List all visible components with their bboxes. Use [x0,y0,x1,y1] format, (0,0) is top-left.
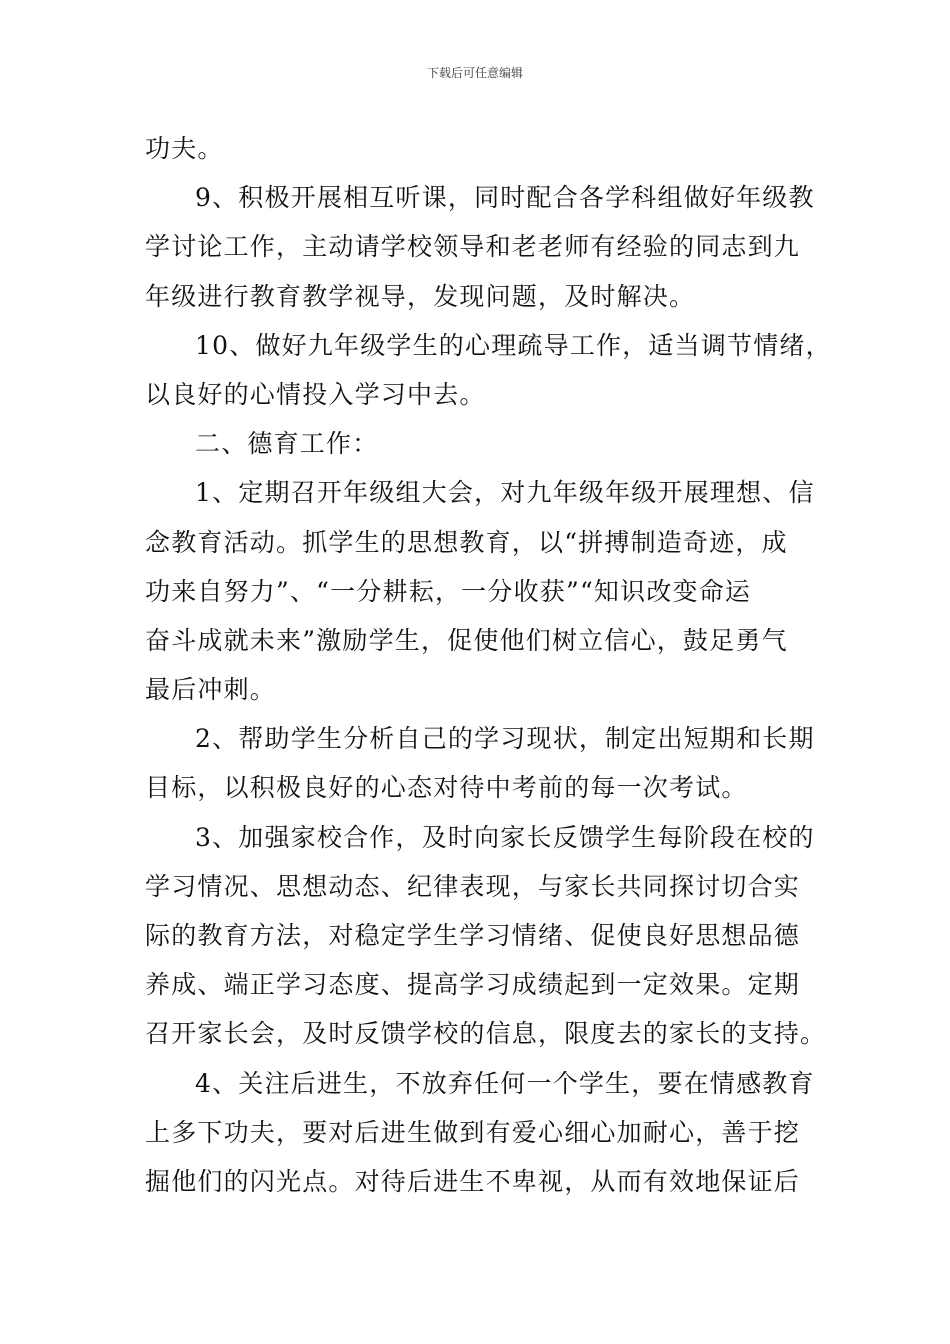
text-line: 念教育活动。抓学生的思想教育，以“拼搏制造奇迹，成 [145,527,788,557]
text-line: 1、定期召开年级组大会，对九年级年级开展理想、信 [195,478,815,508]
text-line: 3、加强家校合作，及时向家长反馈学生每阶段在校的 [195,822,815,852]
text-line: 功夫。 [145,134,224,163]
document-body [145,124,832,1206]
text-line: 2、帮助学生分析自己的学习现状，制定出短期和长期 [195,724,815,754]
text-line: 二、德育工作： [195,429,379,459]
text-line: 际的教育方法，对稳定学生学习情绪、促使良好思想品德 [145,921,801,950]
text-line: 学讨论工作，主动请学校领导和老老师有经验的同志到九 [145,232,801,262]
page-header-note: 下载后可任意编辑 [426,66,523,80]
text-line: 年级进行教育教学视导，发现问题，及时解决。 [145,281,696,311]
text-line: 学习情况、思想动态、纪律表现，与家长共同探讨切合实 [145,871,801,901]
text-line: 召开家长会，及时反馈学校的信息，限度去的家长的支持。 [145,1019,827,1049]
text-line: 上多下功夫，要对后进生做到有爱心细心加耐心，善于挖 [145,1117,801,1147]
text-line: 以良好的心情投入学习中去。 [145,379,486,409]
text-line: 9、积极开展相互听课，同时配合各学科组做好年级教 [195,183,815,213]
text-line: 最后冲刺。 [145,675,277,705]
text-line: 功来自努力”、“一分耕耘，一分收获”“知识改变命运 [145,576,752,606]
text-line: 掘他们的闪光点。对待后进生不卑视，从而有效地保证后 [145,1166,801,1196]
text-line: 奋斗成就未来”激励学生，促使他们树立信心，鼓足勇气 [145,625,788,655]
text-line: 目标，以积极良好的心态对待中考前的每一次考试。 [145,773,748,803]
text-line: 养成、端正学习态度、提高学习成绩起到一定效果。定期 [145,970,801,1000]
text-line: 4、关注后进生，不放弃任何一个学生，要在情感教育 [195,1068,815,1098]
text-line: 10、做好九年级学生的心理疏导工作，适当调节情绪， [195,330,832,360]
